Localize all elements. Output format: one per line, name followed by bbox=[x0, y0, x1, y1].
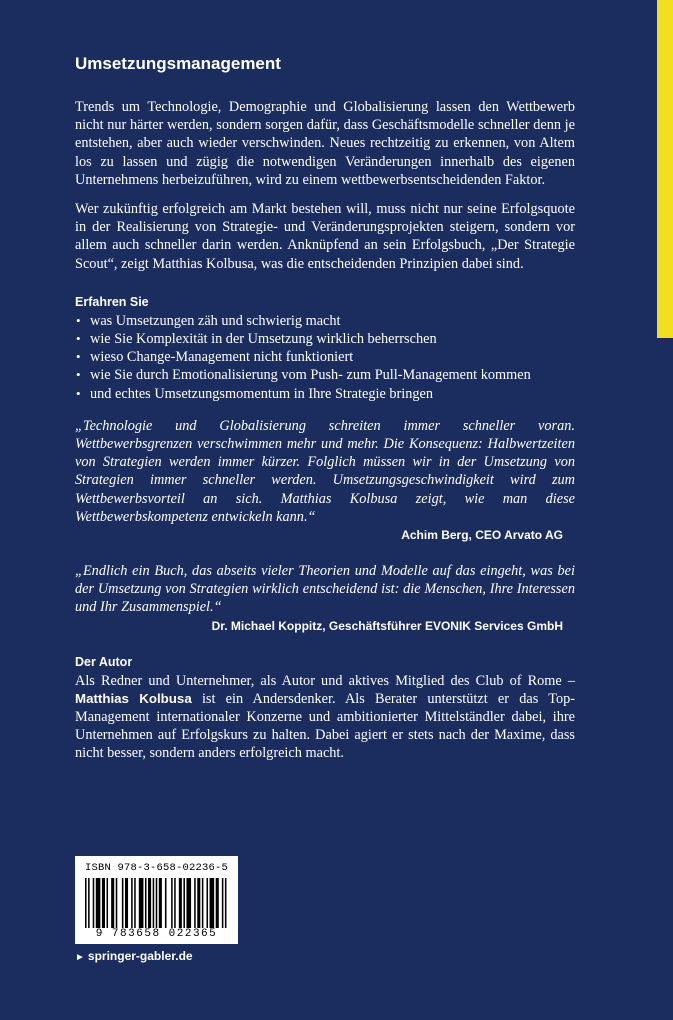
yellow-accent-bar bbox=[657, 0, 673, 338]
list-item: • was Umsetzungen zäh und schwierig macht bbox=[76, 312, 341, 329]
list-item: • und echtes Umsetzungsmomentum in Ihre Strategie bringen bbox=[76, 385, 434, 402]
arrow-right-icon: ► bbox=[75, 952, 85, 963]
book-title: Umsetzungsmanagement bbox=[75, 54, 281, 73]
bullet-icon: • bbox=[76, 367, 81, 383]
barcode-bars bbox=[85, 878, 228, 928]
quote-2-author: Dr. Michael Koppitz, Geschäftsführer EVONIK Services GmbH bbox=[211, 618, 563, 633]
intro-paragraph-2: Wer zukünftig erfolgreich am Markt bestehen will, muss nicht nur seine Erfolgsquote in der Realisierung von Strategie- und Veränderungsprojekten steigern, sondern vor allem auch schneller darin werden. Anknüpfend an sein Erfolgsbuch, „Der Strategie Scout“, zeigt Matthias Kolbusa, was die entscheidenden Prinzipien dabei sind. bbox=[75, 201, 575, 272]
bullet-icon: • bbox=[76, 312, 81, 328]
bullet-icon: • bbox=[76, 385, 81, 401]
quote-2-text: „Endlich ein Buch, das abseits vieler Theorien und Modelle auf das eingeht, was bei der Umsetzung von Strategien wirklich entscheidend ist: die Menschen, Ihre Interessen und Ihr Zusammenspiel.“ bbox=[75, 563, 575, 616]
author-name: Matthias Kolbusa bbox=[75, 690, 192, 706]
publisher-url: springer-gabler.de bbox=[87, 949, 193, 963]
isbn-barcode bbox=[75, 856, 238, 944]
intro-paragraph-1: Trends um Technologie, Demographie und Globalisierung lassen den Wettbewerb nicht nur härter werden, sondern sorgen dafür, dass Geschäftsmodelle schneller denn je entstehen, aber auch wieder verschwinden. Neues rechtzeitig zu erkennen, von Altem los zu lassen und zügig die notwendigen Veränderungen innerhalb des eigenen Unternehmens herbeizuführen, wird zu einem wettbewerbsentscheidenden Faktor. bbox=[75, 99, 575, 188]
list-item: • wie Sie durch Emotionalisierung vom Push- zum Pull-Management kommen bbox=[76, 367, 531, 384]
author-heading: Der Autor bbox=[75, 654, 133, 669]
list-item: • wie Sie Komplexität in der Umsetzung wirklich beherrschen bbox=[76, 331, 437, 348]
publisher-link[interactable] bbox=[75, 949, 193, 963]
bullet-icon: • bbox=[76, 349, 81, 365]
list-item: • wieso Change-Management nicht funktioniert bbox=[76, 349, 354, 366]
learn-list bbox=[75, 312, 575, 403]
learn-heading: Erfahren Sie bbox=[75, 294, 149, 309]
ean-digits: 9 783658 022365 bbox=[95, 928, 218, 940]
quote-1-author: Achim Berg, CEO Arvato AG bbox=[401, 528, 563, 543]
bullet-icon: • bbox=[76, 331, 81, 347]
quote-1-text: „Technologie und Globalisierung schreiten immer schneller voran. Wettbewerbsgrenzen verschwimmen mehr und mehr. Die Konsequenz: Halbwertzeiten von Strategien werden immer kürzer. Folglich müssen wir in der Umsetzung von Strategien immer schneller werden. Umsetzungsgeschwindigkeit wird zum Wettbewerbsvorteil an sich. Matthias Kolbusa zeigt, wie man diese Wettbewerbskompetenz entwickeln kann.“ bbox=[75, 417, 575, 525]
back-cover-content bbox=[75, 52, 575, 774]
isbn-label: ISBN 978-3-658-02236-5 bbox=[84, 862, 229, 874]
author-bio: Als Redner und Unternehmer, als Autor und aktives Mitglied des Club of Rome – Matthias Kolbusa ist ein Andersdenker. Als Berater unterstützt er das Top- Management internationaler Konzerne und ambitionierter Mittelständler dabei, ihre Unternehmen auf Erfolgskurs zu halten. Dabei agiert er stets nach der Maxime, dass nicht besser, sondern anders erfolgreich macht. bbox=[75, 672, 576, 762]
